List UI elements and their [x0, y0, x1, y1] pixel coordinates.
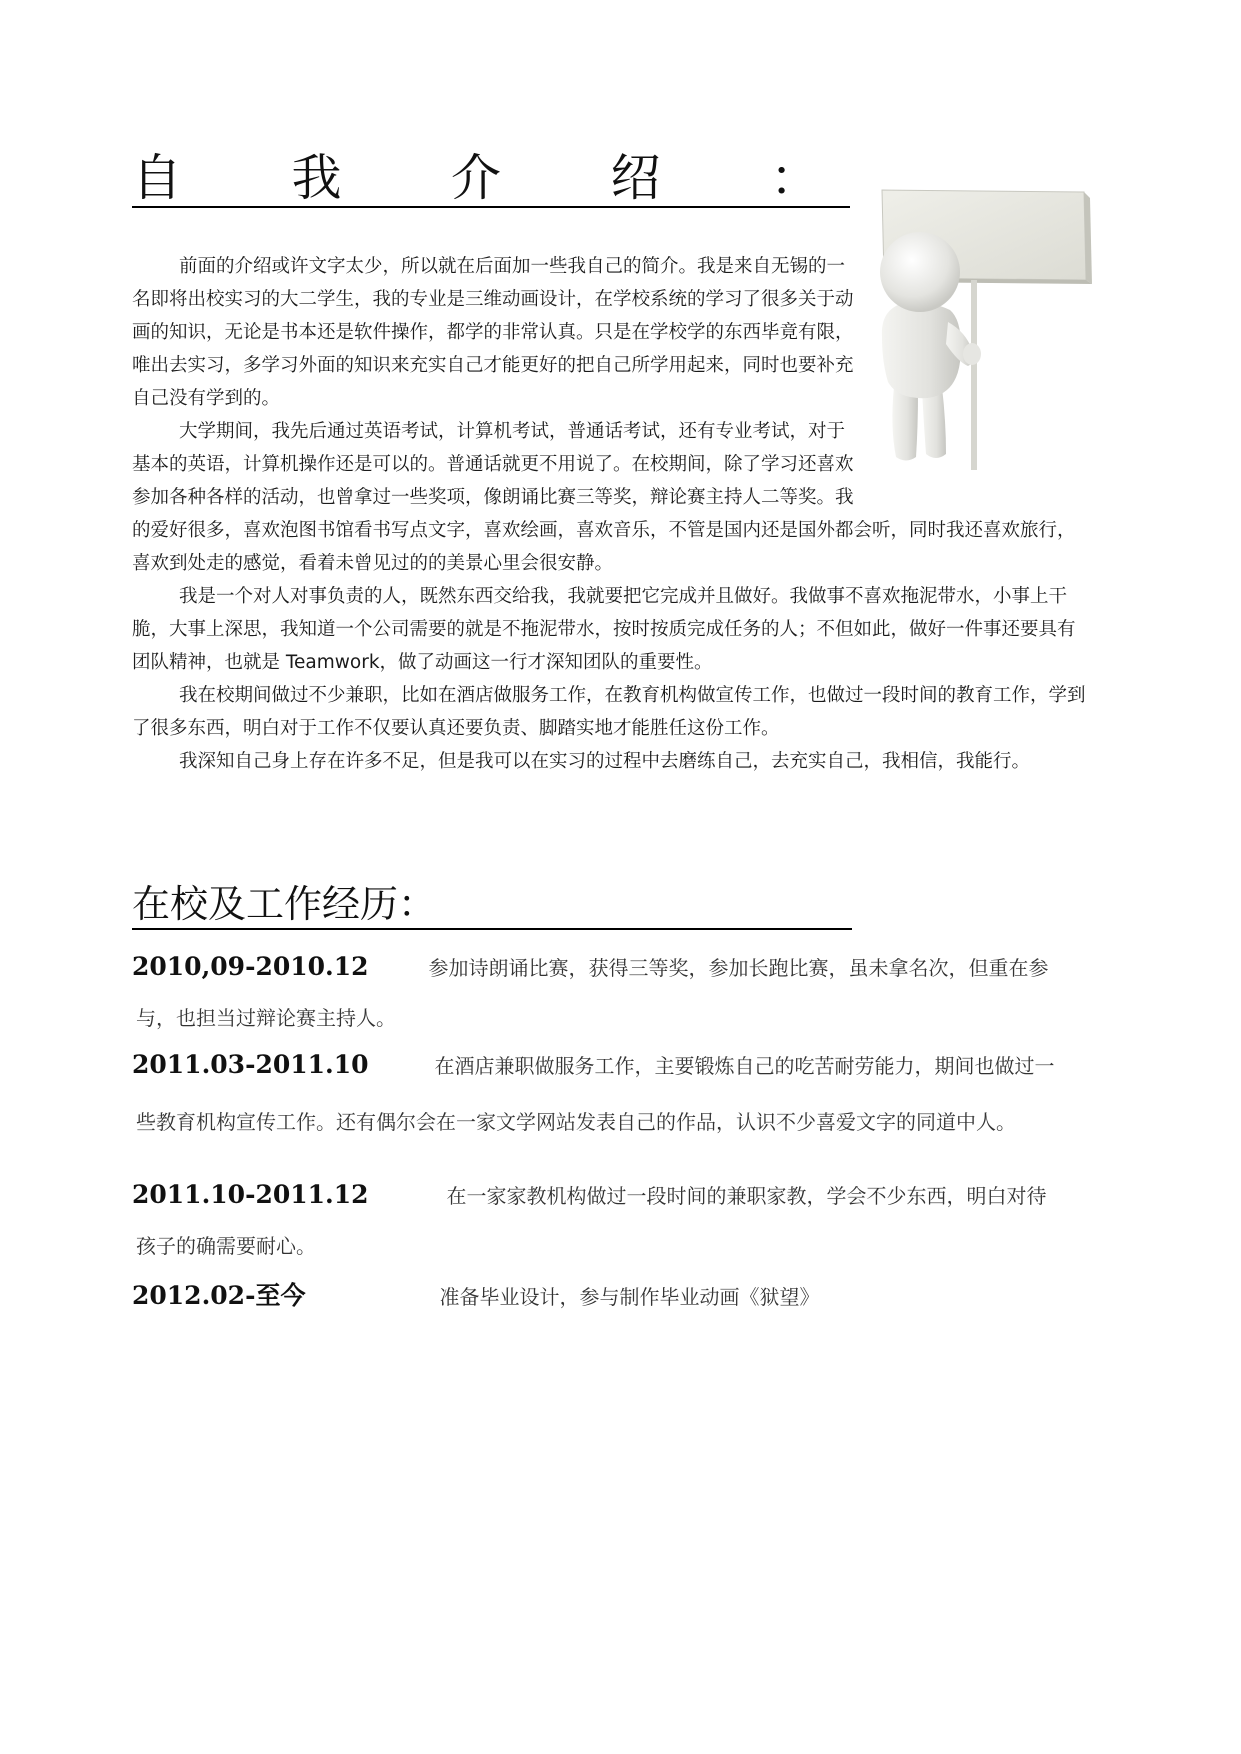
intro-paragraph: 我是一个对人对事负责的人，既然东西交给我，我就要把它完成并且做好。我做事不喜欢拖泥带水，小事上干脆，大事上深思，我知道一个公司需要的就是不拖泥带水，按时按质完成任务的人；不但如此，做好一件事还要具有团队精神，也就是 Teamwork，做了动画这一行才深知团队的重要性。 [132, 586, 1076, 673]
intro-paragraph: 我在校期间做过不少兼职，比如在酒店做服务工作，在教育机构做宣传工作，也做过一段时间的教育工作，学到了很多东西，明白对于工作不仅要认真还要负责、脚踏实地才能胜任这份工作。 [132, 685, 1086, 739]
experience-description-cont: 孩子的确需要耐心。 [136, 1234, 316, 1258]
experience-description-cont: 些教育机构宣传工作。还有偶尔会在一家文学网站发表自己的作品，认识不少喜爱文字的同道中人。 [136, 1110, 1016, 1134]
intro-paragraph: 前面的介绍或许文字太少，所以就在后面加一些我自己的简介。我是来自无锡的一名即将出校实习的大二学生，我的专业是三维动画设计，在学校系统的学习了很多关于动画的知识，无论是书本还是软件操作，都学的非常认真。只是在学校学的东西毕竟有限，唯出去实习，多学习外面的知识来充实自己才能更好的把自己所学用起来，同时也要补充自己没有学到的。 [132, 256, 854, 409]
intro-text [132, 250, 1090, 778]
intro-paragraph: 我深知自己身上存在许多不足，但是我可以在实习的过程中去磨练自己，去充实自己，我相信，我能行。 [179, 751, 1031, 772]
experience-date: 2012.02-至今 [132, 1281, 306, 1310]
experience-description: 在酒店兼职做服务工作，主要锻炼自己的吃苦耐劳能力，期间也做过一 [434, 1054, 1055, 1078]
experience-description: 在一家家教机构做过一段时间的兼职家教，学会不少东西，明白对待 [446, 1184, 1047, 1208]
intro-heading-char: ： [770, 149, 820, 207]
experience-entry [132, 952, 1092, 1031]
experience-description: 参加诗朗诵比赛，获得三等奖，参加长跑比赛，虽未拿名次，但重在参 [428, 956, 1049, 980]
experience-date: 2010,09-2010.12 [132, 952, 369, 981]
experience-date: 2011.03-2011.10 [132, 1050, 369, 1079]
intro-heading-char: 绍 [610, 149, 661, 207]
experience-entry [132, 1276, 1092, 1316]
experience-entry [132, 1050, 1092, 1135]
intro-paragraph: 大学期间，我先后通过英语考试，计算机考试，普通话考试，还有专业考试，对于基本的英语，计算机操作还是可以的。普通话就更不用说了。在校期间，除了学习还喜欢参加各种各样的活动，也曾拿过一些奖项，像朗诵比赛三等奖，辩论赛主持人二等奖。我的爱好很多，喜欢泡图书馆看书写点文字，喜欢绘画，喜欢音乐，不管是国内还是国外都会听，同时我还喜欢旅行，喜欢到处走的感觉，看着未曾见过的的美景心里会很安静。 [132, 421, 1076, 574]
experience-description-cont: 与，也担当过辩论赛主持人。 [136, 1006, 396, 1030]
intro-heading [132, 150, 850, 208]
figure-spacer [858, 250, 1090, 495]
experience-description: 准备毕业设计，参与制作毕业动画《狱望》 [439, 1285, 820, 1309]
intro-heading-char: 自 [132, 149, 182, 207]
intro-heading-char: 我 [291, 149, 342, 207]
experience-entry [132, 1180, 1092, 1259]
experience-heading: 在校及工作经历： [132, 882, 852, 930]
intro-heading-char: 介 [451, 149, 501, 207]
experience-date: 2011.10-2011.12 [132, 1180, 369, 1209]
